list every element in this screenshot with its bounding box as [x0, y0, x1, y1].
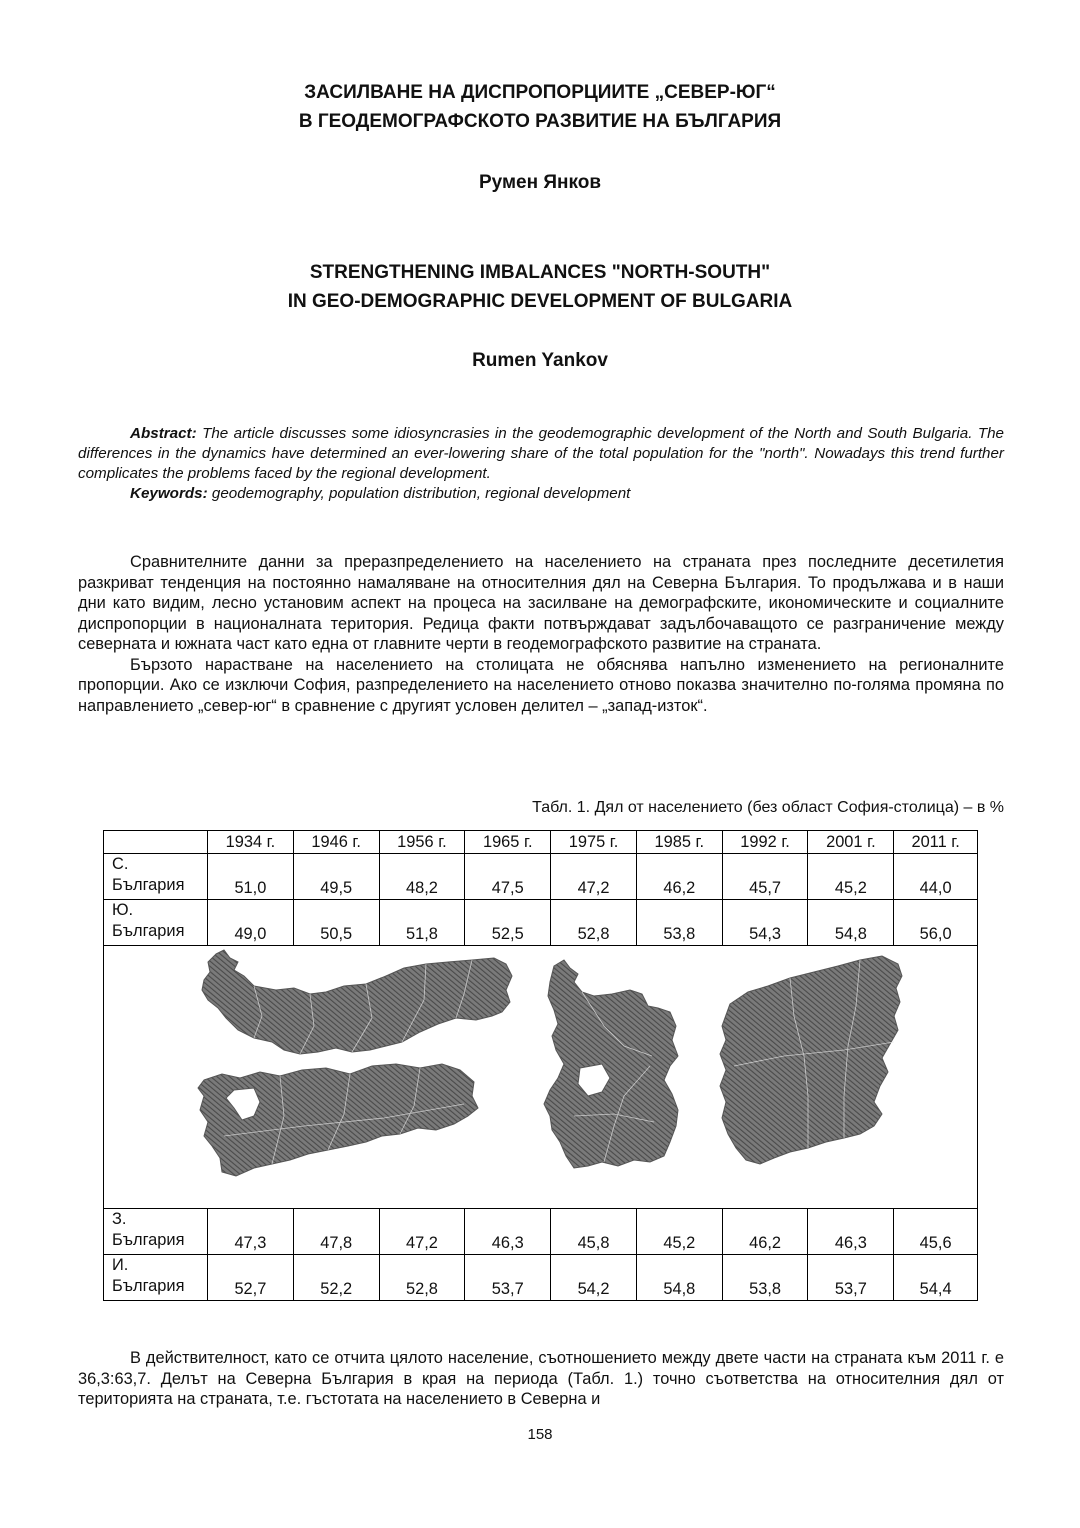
- map-east-bulgaria: [720, 956, 902, 1164]
- table-row-south: [104, 900, 978, 946]
- body-text-top: [78, 552, 1004, 716]
- table-cell: 47,2: [551, 854, 637, 900]
- table-maps-row: [104, 946, 978, 1209]
- row-label: [104, 900, 208, 946]
- population-share-table: [103, 830, 978, 1301]
- table-cell: 45,6: [894, 1209, 978, 1255]
- title-english: [0, 258, 1080, 316]
- table-cell: 48,2: [379, 854, 465, 900]
- map-north-bulgaria: [202, 950, 512, 1054]
- table-cell: 53,7: [465, 1255, 551, 1301]
- table-cell: 46,3: [808, 1209, 894, 1255]
- table-header-year: 1975 г.: [551, 831, 637, 854]
- table-cell: 46,2: [722, 1209, 808, 1255]
- keywords-text: geodemography, population distribution, regional development: [207, 485, 631, 502]
- table-cell: 52,5: [465, 900, 551, 946]
- table-row-east: [104, 1255, 978, 1301]
- title-bulgarian-line-1: ЗАСИЛВАНЕ НА ДИСПРОПОРЦИИТЕ „СЕВЕР-ЮГ“: [304, 82, 776, 103]
- map-south-bulgaria: [198, 1064, 478, 1176]
- table-header-row: [104, 831, 978, 854]
- author-english: Rumen Yankov: [472, 350, 608, 371]
- row-label: [104, 1209, 208, 1255]
- table-cell: 47,8: [293, 1209, 379, 1255]
- table-cell: 49,0: [208, 900, 294, 946]
- table-header-blank: [104, 831, 208, 854]
- maps-cell: [104, 946, 978, 1209]
- table-cell: 46,3: [465, 1209, 551, 1255]
- row-label-country: България: [112, 1277, 185, 1295]
- row-label-country: България: [112, 922, 185, 940]
- table-row-north: [104, 854, 978, 900]
- table-cell: 52,2: [293, 1255, 379, 1301]
- row-label-country: България: [112, 876, 185, 894]
- table-cell: 47,2: [379, 1209, 465, 1255]
- row-label-abbr: З.: [112, 1210, 127, 1228]
- table-cell: 53,8: [722, 1255, 808, 1301]
- table-cell: 50,5: [293, 900, 379, 946]
- title-english-line-2: IN GEO-DEMOGRAPHIC DEVELOPMENT OF BULGARIA: [287, 291, 793, 312]
- body-paragraph-2: Бързото нарастване на населението на столицата не обяснява напълно изменението на регионалните пропорции. Ако се изключи София, разпределението на населението отново показва значително по-голяма промяна по направлението „север-юг“ в сравнение с другият условен делител – „запад-изток“.: [78, 655, 1004, 715]
- table-header-year: 1992 г.: [722, 831, 808, 854]
- table-cell: 45,7: [722, 854, 808, 900]
- row-label-country: България: [112, 1231, 185, 1249]
- table-cell: 54,8: [808, 900, 894, 946]
- table-header-year: 2011 г.: [894, 831, 978, 854]
- table-caption: Табл. 1. Дял от населението (без област София-столица) – в %: [532, 799, 1004, 816]
- table-cell: 51,0: [208, 854, 294, 900]
- table-cell: 53,7: [808, 1255, 894, 1301]
- table-header-year: 1934 г.: [208, 831, 294, 854]
- table-cell: 46,2: [636, 854, 722, 900]
- table-row-west: [104, 1209, 978, 1255]
- row-label-abbr: И.: [112, 1256, 129, 1274]
- table-cell: 52,8: [551, 900, 637, 946]
- table-cell: 44,0: [894, 854, 978, 900]
- body-text-bottom: [78, 1348, 1004, 1410]
- table-cell: 52,8: [379, 1255, 465, 1301]
- title-bulgarian-line-2: В ГЕОДЕМОГРАФСКОТО РАЗВИТИЕ НА БЪЛГАРИЯ: [298, 111, 782, 132]
- table-cell: 45,2: [808, 854, 894, 900]
- body-paragraph-3: В действителност, като се отчита цялото население, съотношението между двете части на страната към 2011 г. е 36,3:63,7. Делът на Северна България в края на периода (Табл. 1.) точно съответства на относителния дял от територията на страната, т.е. гъстотата на населението в Северна и: [78, 1349, 1004, 1408]
- title-english-line-1: STRENGTHENING IMBALANCES "NORTH-SOUTH": [309, 262, 771, 283]
- table-cell: 51,8: [379, 900, 465, 946]
- table-cell: 54,2: [551, 1255, 637, 1301]
- row-label: [104, 1255, 208, 1301]
- abstract-paragraph: [78, 424, 1004, 484]
- table-cell: 54,8: [636, 1255, 722, 1301]
- table-cell: 45,8: [551, 1209, 637, 1255]
- table-cell: 45,2: [636, 1209, 722, 1255]
- row-label-abbr: Ю.: [112, 901, 134, 919]
- table-cell: 53,8: [636, 900, 722, 946]
- abstract-label: Abstract:: [130, 425, 197, 442]
- table-header-year: 2001 г.: [808, 831, 894, 854]
- row-label: [104, 854, 208, 900]
- author-bulgarian: Румен Янков: [478, 172, 602, 193]
- table-cell: 47,5: [465, 854, 551, 900]
- row-label-abbr: С.: [112, 855, 129, 873]
- keywords-label: Keywords:: [130, 485, 208, 502]
- bulgaria-division-maps: [104, 946, 977, 1208]
- table-header-year: 1965 г.: [465, 831, 551, 854]
- page-number: 158: [527, 1426, 553, 1443]
- table-cell: 54,4: [894, 1255, 978, 1301]
- body-paragraph-1: Сравнителните данни за преразпределението на населението на страната през последните десетилетия разкриват тенденция на постоянно намаляване на относителния дял на Северна България. То продължава и в наши дни като видим, лесно установим аспект на процеса на засилване на демографските, икономическите и социалните диспропорции в националната територия. Редица факти потвърждават задълбочаващото се разграничение между северната и южната част като една от главните черти в геодемографското развитие на страната.: [78, 553, 1004, 653]
- table-cell: 49,5: [293, 854, 379, 900]
- table-header-year: 1985 г.: [636, 831, 722, 854]
- table-header-year: 1946 г.: [293, 831, 379, 854]
- table-cell: 56,0: [894, 900, 978, 946]
- table-cell: 47,3: [208, 1209, 294, 1255]
- abstract: [78, 424, 1004, 504]
- table-header-year: 1956 г.: [379, 831, 465, 854]
- keywords-paragraph: [78, 484, 1004, 504]
- table-cell: 52,7: [208, 1255, 294, 1301]
- title-bulgarian: [0, 78, 1080, 136]
- table-cell: 54,3: [722, 900, 808, 946]
- abstract-text: The article discusses some idiosyncrasies in the geodemographic development of the North and South Bulgaria. The differences in the dynamics have determined an ever-lowering share of the total population for the "north". Nowadays this trend further complicates the problems faced by the regional development.: [78, 425, 1004, 482]
